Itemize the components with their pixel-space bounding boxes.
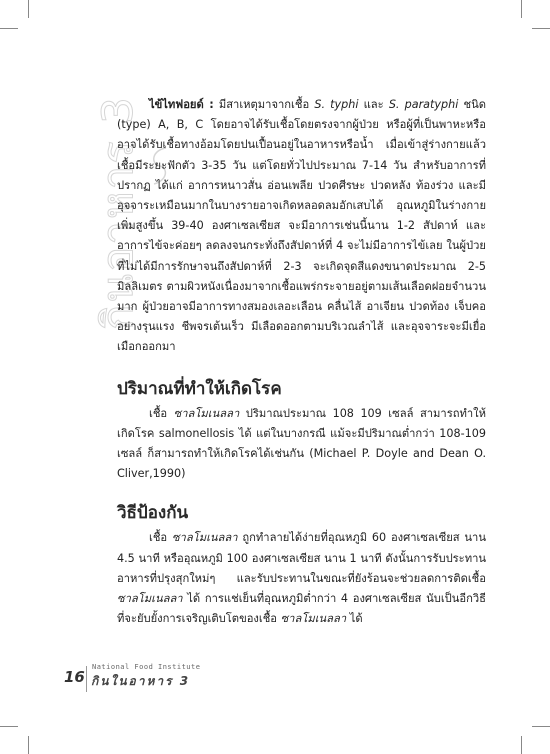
side-title-watermark bbox=[58, 72, 142, 330]
main-content bbox=[117, 95, 486, 629]
footer-institute: National Food Institute bbox=[92, 663, 201, 671]
crop-mark-bottom-left bbox=[28, 736, 29, 754]
page-footer bbox=[64, 660, 204, 690]
crop-mark-bottom-right bbox=[521, 736, 522, 754]
section-heading-prevention: วิธีป้องกัน bbox=[117, 503, 189, 524]
organism-name: ซาลโมเนลลา bbox=[173, 406, 240, 420]
organism-name: ซาลโมเนลลา bbox=[280, 612, 347, 626]
footer-divider bbox=[86, 666, 87, 692]
crop-mark-bottom-left-h bbox=[0, 726, 18, 727]
prevention-paragraph: เชื้อ ซาลโมเนลลา ถูกทำลายได้ง่ายที่อุณหภูมิ 60 องศาเซลเซียส นาน 4.5 นาที หรืออุณหภูมิ 100 องศาเซลเซียส นาน 1 นาที ดังนั้นการรับประทานอาหารที่ปรุงสุกใหม่ๆ และรับประทานในขณะที่ยังร้อนจะช่วยลดการติดเชื้อ ซาลโมเนลลา ได้ การแช่เย็นที่อุณหภูมิต่ำกว่า 4 องศาเซลเซียส นับเป็นอีกวิธีที่จะยับยั้งการเจริญเติบโตของเชื้อ ซาลโมเนลลา ได้ bbox=[117, 531, 486, 626]
organism-name: S. typhi bbox=[314, 98, 359, 111]
dose-paragraph: เชื้อ ซาลโมเนลลา ปริมาณประมาณ 108 109 เซลล์ สามารถทำให้เกิดโรค salmonellosis ได้ แต่ในบางกรณี แม้จะมีปริมาณต่ำกว่า 108-109 เซลล์ ก็สามารถทำให้เกิดโรคได้เช่นกัน (Michael P. Doyle and Dean O. Cliver,1990) bbox=[117, 406, 486, 481]
organism-name: ซาลโมเนลลา bbox=[117, 592, 183, 606]
side-title-text: กินอาหาร 3 bbox=[93, 95, 142, 330]
footer-book-title: กินในอาหาร 3 bbox=[91, 674, 191, 688]
page-number: 16 bbox=[64, 668, 85, 686]
typhoid-lead: ไข้ไทฟอยด์ : bbox=[149, 98, 214, 111]
organism-name: ซาลโมเนลลา bbox=[171, 531, 238, 545]
crop-mark-top-right bbox=[521, 0, 522, 18]
section-heading-dose: ปริมาณที่ทำให้เกิดโรค bbox=[117, 378, 282, 399]
crop-mark-top-left bbox=[28, 0, 29, 18]
crop-mark-top-left-h bbox=[0, 28, 18, 29]
crop-mark-bottom-right-h bbox=[532, 726, 550, 727]
crop-mark-top-right-h bbox=[532, 28, 550, 29]
organism-name: S. paratyphi bbox=[388, 98, 459, 111]
typhoid-paragraph: ไข้ไทฟอยด์ : มีสาเหตุมาจากเชื้อ S. typhi และ S. paratyphi ชนิด (type) A, B, C โดยอาจได้รับเชื้อโดยตรงจากผู้ป่วย หรือผู้ที่เป็นพาหะหรืออาจได้รับเชื้อทางอ้อมโดยปนเปื้อนอยู่ในอาหารหรือน้ำ เมื่อเข้าสู่ร่างกายแล้วเชื้อมีระยะฟักตัว 3-35 วัน แต่โดยทั่วไปประมาณ 7-14 วัน สำหรับอาการที่ปรากฏ ได้แก่ อาการหนาวสั่น อ่อนเพลีย ปวดศีรษะ ปวดหลัง ท้องร่วง และมีอุจจาระเหมือนมากในบางรายอาจเกิดหลอดลมอักเสบได้ อุณหภูมิในร่างกายเพิ่มสูงขึ้น 39-40 องศาเซลเซียส จะมีอาการเช่นนี้นาน 1-2 สัปดาห์ และอาการไข้จะค่อยๆ ลดลงจนกระทั่งถึงสัปดาห์ที่ 4 จะไม่มีอาการไข้เลย ในผู้ป่วยที่ไม่ได้มีการรักษาจนถึงสัปดาห์ที่ 2-3 จะเกิดจุดสีแดงขนาดประมาณ 2-5 มิลลิเมตร ตามผิวหนังเนื่องมาจากเชื้อแพร่กระจายอยู่ตามเส้นเลือดฝอยจำนวนมาก ผู้ป่วยอาจมีอาการทางสมองเลอะเลือน คลื่นไส้ อาเจียน ปวดท้อง เจ็บคออย่างรุนแรง ชีพจรเต้นเร็ว มีเลือดออกตามบริเวณลำไส้ และอุจจาระจะมีเยื่อเมือกออกมา bbox=[117, 98, 487, 354]
